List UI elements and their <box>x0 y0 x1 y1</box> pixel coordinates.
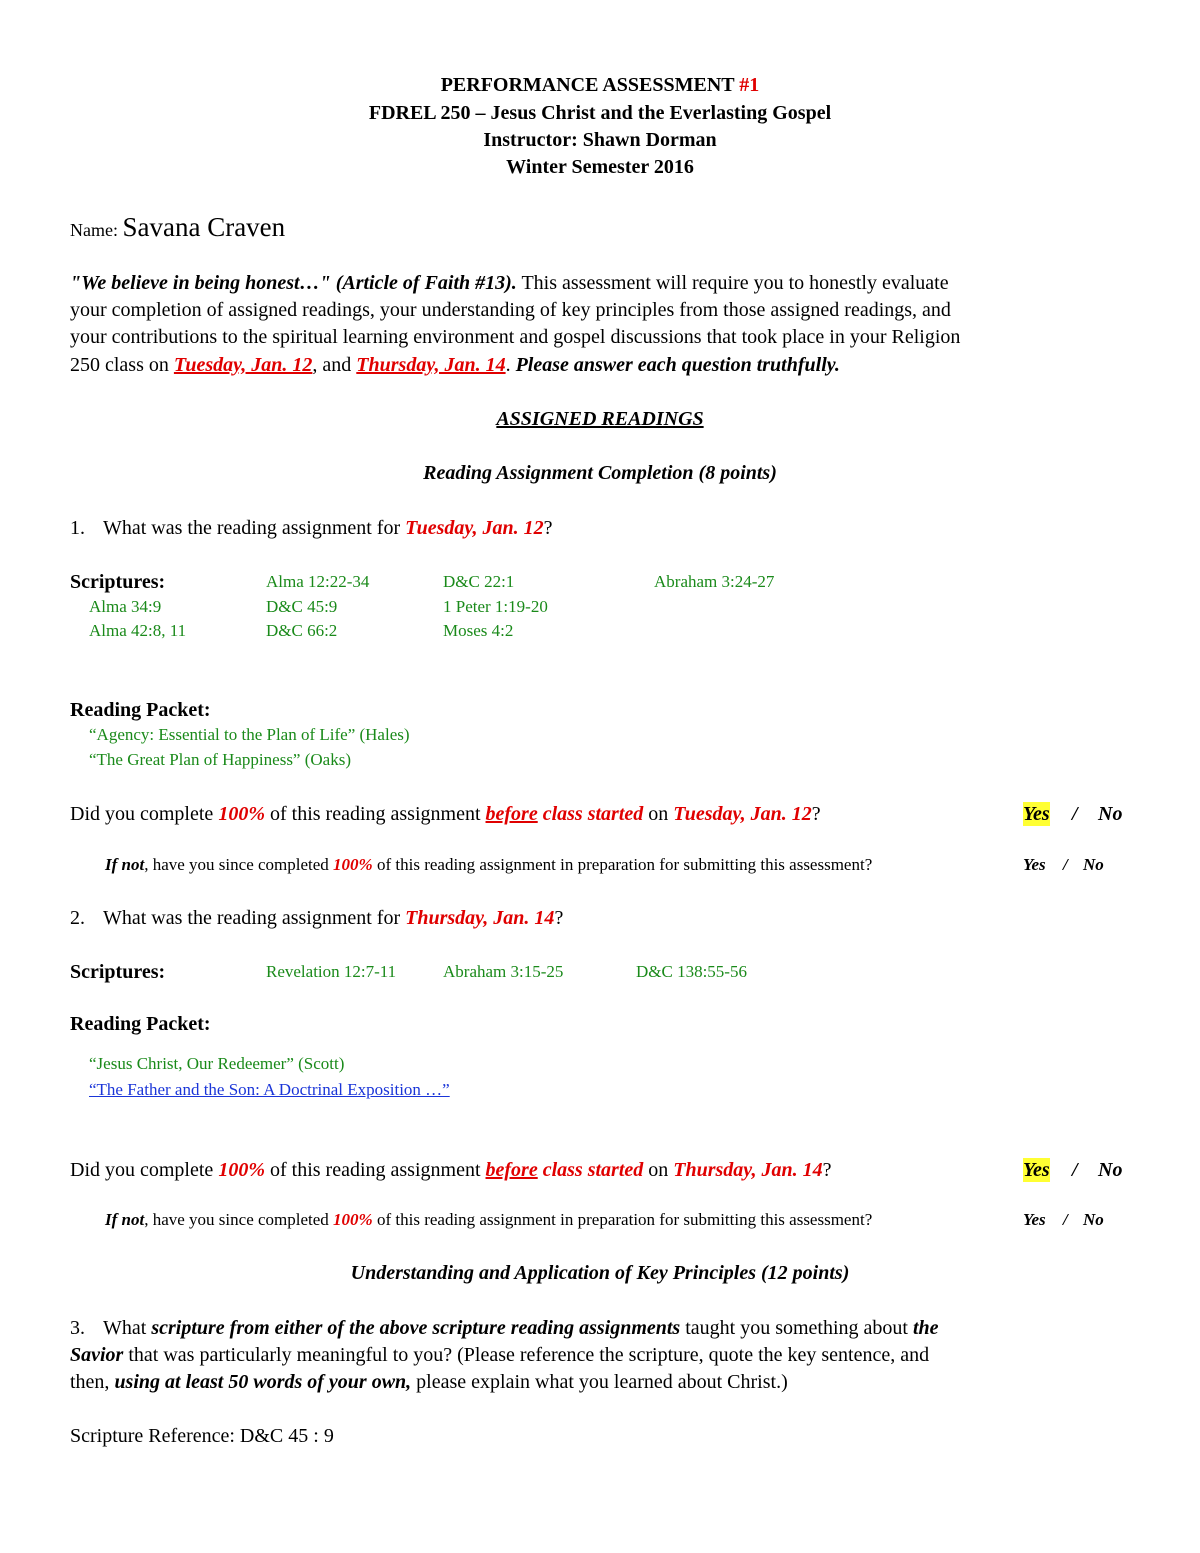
yes-option[interactable]: Yes <box>1023 1210 1046 1229</box>
question-2: 2. What was the reading assignment for Thursday, Jan. 14? <box>70 907 564 929</box>
intro-line-3: your contributions to the spiritual learning environment and gospel discussions that took place in your Religion <box>70 326 961 348</box>
question-1: 1. What was the reading assignment for Tuesday, Jan. 12? <box>70 517 553 539</box>
scripture-reference: Scripture Reference: D&C 45 : 9 <box>70 1425 334 1447</box>
packet-item: “The Great Plan of Happiness” (Oaks) <box>89 750 351 769</box>
scriptures-label-2: Scriptures: <box>70 961 166 983</box>
intro-line-4: 250 class on Tuesday, Jan. 12, and Thursday, Jan. 14. Please answer each question truthfully. <box>70 354 840 376</box>
scripture-ref: D&C 138:55-56 <box>636 962 747 981</box>
packet-item: “Agency: Essential to the Plan of Life” (Hales) <box>89 725 410 744</box>
scriptures-label-1: Scriptures: <box>70 571 166 593</box>
question-3-line-2: Savior that was particularly meaningful to you? (Please reference the scripture, quote the key sentence, and <box>70 1344 930 1366</box>
scripture-ref: Alma 42:8, 11 <box>89 621 187 640</box>
scripture-ref: Abraham 3:15-25 <box>443 962 564 981</box>
assigned-readings-heading: ASSIGNED READINGS <box>496 408 704 430</box>
reading-packet-label-2: Reading Packet: <box>70 1013 211 1035</box>
question-3-line-1: 3. What scripture from either of the above scripture reading assignments taught you something about the <box>70 1317 939 1339</box>
scripture-ref: Alma 12:22-34 <box>266 572 370 591</box>
yes-option[interactable]: Yes <box>1023 855 1046 874</box>
scripture-reference-value[interactable]: D&C 45 : 9 <box>239 1425 334 1447</box>
scripture-ref: D&C 22:1 <box>443 572 515 591</box>
slash: / <box>1072 1159 1078 1181</box>
scripture-ref: D&C 45:9 <box>266 597 338 616</box>
scripture-ref: Abraham 3:24-27 <box>654 572 775 591</box>
assessment-title: PERFORMANCE ASSESSMENT #1 <box>440 74 760 96</box>
packet-item: “Jesus Christ, Our Redeemer” (Scott) <box>89 1054 345 1073</box>
yes-answer-1[interactable]: Yes <box>1023 803 1050 825</box>
reading-completion-subheading: Reading Assignment Completion (8 points) <box>423 462 777 484</box>
semester: Winter Semester 2016 <box>506 156 694 178</box>
scripture-ref: Revelation 12:7-11 <box>266 962 397 981</box>
name-row <box>70 211 285 243</box>
key-principles-heading: Understanding and Application of Key Principles (12 points) <box>350 1262 850 1284</box>
slash: / <box>1063 855 1068 874</box>
no-option[interactable]: No <box>1083 1210 1104 1229</box>
slash: / <box>1072 803 1078 825</box>
scripture-ref: Moses 4:2 <box>443 621 514 640</box>
intro-line-1: "We believe in being honest…" (Article of Faith #13). This assessment will require you to honestly evaluate <box>70 272 949 294</box>
no-answer-2[interactable]: No <box>1098 1159 1123 1181</box>
name-value[interactable]: Savana Craven <box>122 212 286 242</box>
intro-line-2: your completion of assigned readings, your understanding of key principles from those assigned readings, and <box>70 299 951 321</box>
slash: / <box>1063 1210 1068 1229</box>
no-option[interactable]: No <box>1083 855 1104 874</box>
instructor: Instructor: Shawn Dorman <box>483 129 717 151</box>
yes-answer-2[interactable]: Yes <box>1023 1159 1050 1181</box>
no-answer-1[interactable]: No <box>1098 803 1123 825</box>
scripture-ref: D&C 66:2 <box>266 621 338 640</box>
completion-question-2: Did you complete 100% of this reading assignment before class started on Thursday, Jan. 14? <box>70 1159 832 1181</box>
followup-question-2: If not, have you since completed 100% of this reading assignment in preparation for submitting this assessment? <box>105 1210 873 1229</box>
packet-link[interactable]: “The Father and the Son: A Doctrinal Exposition …” <box>89 1080 450 1099</box>
name-label: Name: <box>70 220 123 240</box>
scripture-ref: Alma 34:9 <box>89 597 162 616</box>
completion-question-1: Did you complete 100% of this reading assignment before class started on Tuesday, Jan. 12? <box>70 803 821 825</box>
scripture-ref: 1 Peter 1:19-20 <box>443 597 548 616</box>
reading-packet-label-1: Reading Packet: <box>70 699 211 721</box>
course-title: FDREL 250 – Jesus Christ and the Everlasting Gospel <box>368 102 832 124</box>
question-3-line-3: then, using at least 50 words of your own, please explain what you learned about Christ.) <box>70 1371 788 1393</box>
followup-question-1: If not, have you since completed 100% of this reading assignment in preparation for submitting this assessment? <box>105 855 873 874</box>
